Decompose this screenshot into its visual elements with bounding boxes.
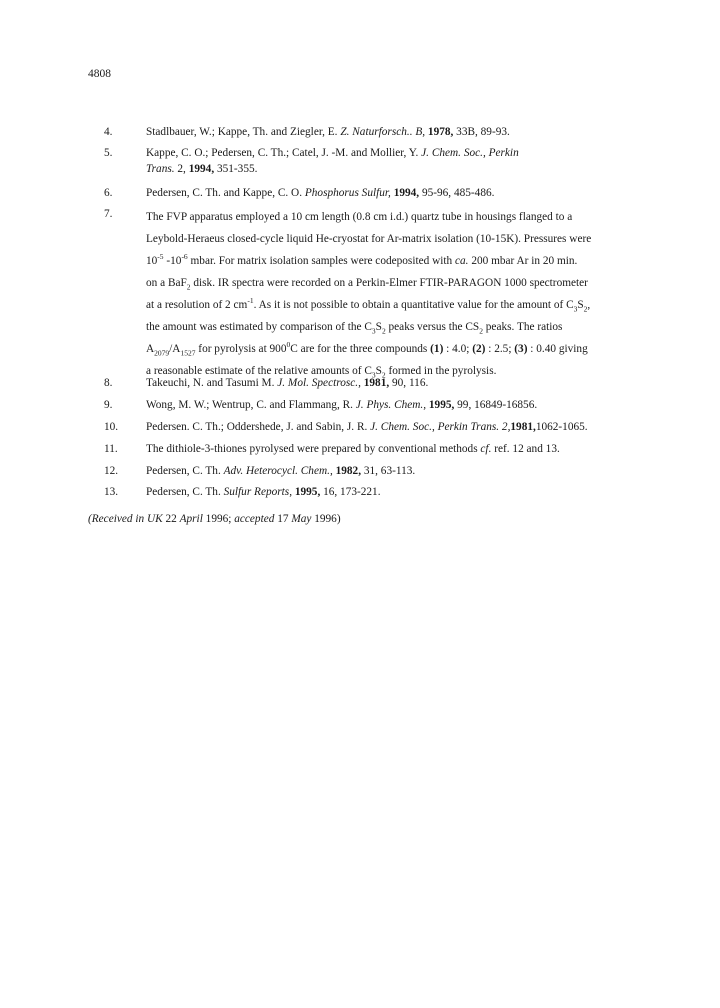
reference-journal: J. Chem. Soc., Perkin Trans. 2, (370, 421, 511, 433)
received-note: (Received in UK 22 April 1996; accepted 17 May 1996) (88, 513, 341, 525)
reference-journal-cont: Trans. (146, 163, 175, 175)
reference-10 (88, 419, 648, 435)
reference-journal: Phosphorus Sulfur, (304, 187, 391, 199)
reference-11: 11. The dithiole-3-thiones pyrolysed were prepared by conventional methods cf. ref. 12 and 13. (104, 443, 560, 455)
reference-authors: Pedersen, C. Th. and Kappe, C. O. (146, 187, 303, 199)
reference-number: 6. (104, 187, 113, 199)
reference-7-text: The FVP apparatus employed a 10 cm length (0.8 cm i.d.) quartz tube in housings flanged to a Leybold-Heraeus closed-cycle liquid He-cryostat for Ar-matrix isolation (10-15K). Pressures were $10^{-5}$ $-10^{-6}$ mbar. For matrix isolation samples were codeposited with ca. 200 mbar Ar in 20 min. on a BaF$_2$ disk. IR spectra were recorded on a Perkin-Elmer FTIR-PARAGON 1000 spectrometer at a resolution of 2 $cm^{-1}$. As it is not possible to obtain a quantitative value for the amount of $C_3S_2$, the amount was estimated by comparison of the $C_3S_2$ peaks versus the $CS_2$ peaks. The ratios $A_{2079}/A_{1527}$ for pyrolysis at $900^0C$ are for the three compounds (1) : 4.0; (2) : 2.5; (3) : 0.40 giving a reasonable estimate of the relative amounts of $C_3S_2$ formed in the pyrolysis. (146, 211, 592, 380)
reference-5 (88, 145, 648, 177)
reference-year: 1994, (393, 187, 420, 199)
reference-journal: J. Chem. Soc., Perkin (421, 147, 519, 159)
reference-pages: 351-355. (216, 163, 258, 175)
reference-8 (88, 375, 648, 391)
reference-authors: Pedersen. C. Th.; Oddershede, J. and Sabin, J. R. (146, 421, 368, 433)
reference-12 (88, 463, 648, 479)
reference-number: 11. (104, 443, 118, 455)
reference-number: 8. (104, 377, 113, 389)
reference-4 (88, 124, 648, 140)
reference-pages: 1062-1065. (535, 421, 588, 433)
reference-authors: Kappe, C. O.; Pedersen, C. Th.; Catel, J. -M. and Mollier, Y. (146, 147, 419, 159)
reference-authors: Pedersen, C. Th. (146, 486, 221, 498)
reference-journal: J. Phys. Chem., (355, 399, 427, 411)
reference-authors: Pedersen, C. Th. (146, 465, 221, 477)
reference-pages: 95-96, 485-486. (421, 187, 495, 199)
reference-pages: 90, 116. (392, 377, 429, 389)
reference-volume: 2, (177, 163, 186, 175)
reference-year: 1995, (428, 399, 455, 411)
reference-number: 7. (104, 208, 113, 220)
reference-year: 1994, (188, 163, 215, 175)
page-number: 4808 (88, 68, 111, 80)
reference-year: 1978, (427, 126, 454, 138)
reference-pages: 99, 16849-16856. (457, 399, 538, 411)
reference-number: 12. (104, 465, 119, 477)
reference-number: 10. (104, 421, 119, 433)
reference-authors: Wong, M. W.; Wentrup, C. and Flammang, R. (146, 399, 353, 411)
reference-year: 1981, (363, 377, 390, 389)
reference-journal: J. Mol. Spectrosc., (277, 377, 361, 389)
reference-journal: Adv. Heterocycl. Chem., (223, 465, 333, 477)
reference-9 (88, 397, 648, 413)
reference-authors: Takeuchi, N. and Tasumi M. (146, 377, 275, 389)
reference-journal: Z. Naturforsch.. B, (340, 126, 426, 138)
reference-number: 5. (104, 147, 113, 159)
reference-number: 4. (104, 126, 113, 138)
reference-authors: Stadlbauer, W.; Kappe, Th. and Ziegler, E. (146, 126, 338, 138)
reference-7 (88, 206, 648, 382)
reference-year: 1982, (335, 465, 362, 477)
reference-pages: 31, 63-113. (363, 465, 416, 477)
reference-6 (88, 185, 648, 201)
reference-pages: 33B, 89-93. (456, 126, 510, 138)
reference-journal: Sulfur Reports, (223, 486, 293, 498)
reference-number: 13. (104, 486, 119, 498)
reference-year: 1995, (294, 486, 321, 498)
reference-year: 1981, (510, 421, 536, 433)
reference-13 (88, 484, 648, 500)
reference-pages: 16, 173-221. (323, 486, 381, 498)
reference-number: 9. (104, 399, 113, 411)
